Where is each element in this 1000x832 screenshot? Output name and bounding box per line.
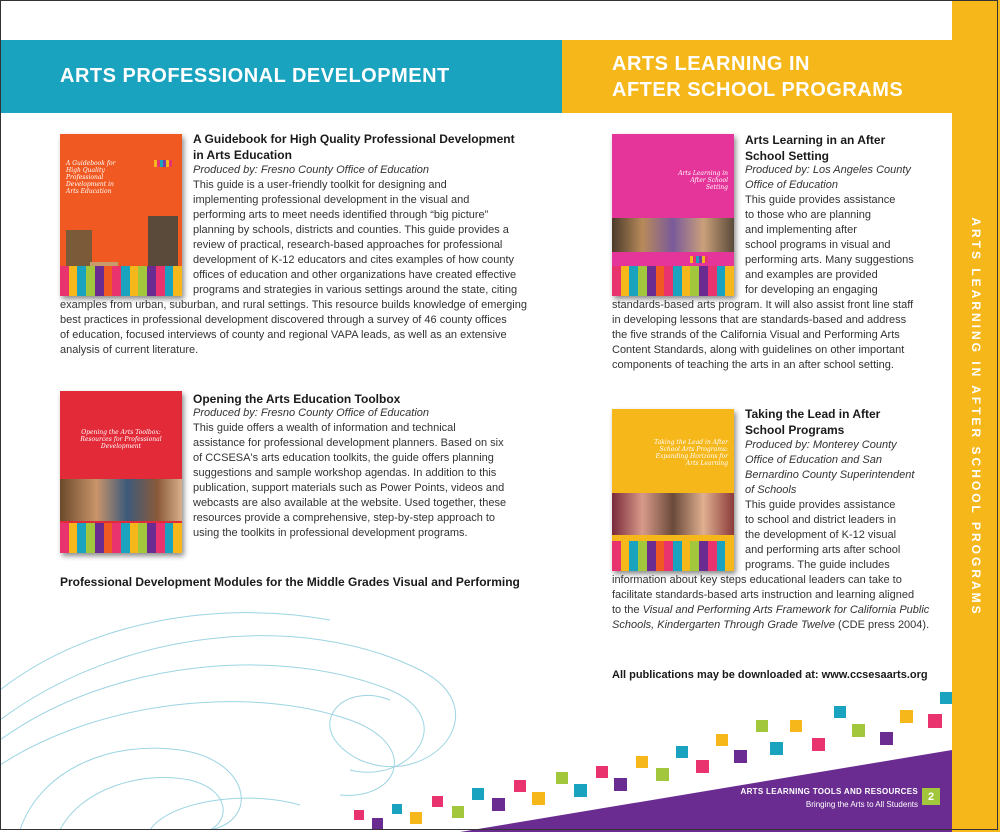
cover-stripes bbox=[60, 266, 182, 296]
section-title-after-school: ARTS LEARNING IN AFTER SCHOOL PROGRAMS bbox=[612, 53, 904, 101]
guide-text-line: analysis of current literature. bbox=[60, 344, 199, 356]
guide-text-line: Schools, Kindergarten Through Grade Twelve (CDE press 2004). bbox=[612, 619, 930, 631]
pd-modules-heading: Professional Development Modules for the Middle Grades Visual and Performing bbox=[60, 575, 520, 589]
guide-text-line: resources provide a comprehensive, step-by-step approach to bbox=[193, 512, 496, 524]
cover-title: Opening the Arts Toolbox: Resources for Professional Development bbox=[80, 429, 162, 450]
guide-text-line: examples from urban, suburban, and rural settings. This resource builds knowledge of emerging bbox=[60, 299, 527, 311]
guide-text-line: This guide provides assistance bbox=[745, 499, 896, 511]
guide-text-line: components of teaching the arts in an after school setting. bbox=[612, 359, 894, 371]
cover-photo bbox=[612, 493, 734, 535]
guide-text-line: review of practical, research-based approaches for professional bbox=[193, 239, 503, 251]
guide-producer: Produced by: Fresno County Office of Education bbox=[193, 164, 430, 176]
guide-text-line: This guide offers a wealth of information and technical bbox=[193, 422, 456, 434]
cover-title: Taking the Lead in After School Arts Programs: Expanding Horizons for Arts Learning bbox=[654, 439, 728, 467]
ccsesa-logo-icon bbox=[154, 160, 172, 167]
guide-text-line: offices of education and other organizations have created effective bbox=[193, 269, 517, 281]
cover-photo bbox=[148, 216, 178, 266]
guide-text-line: Content Standards, along with guidelines on other important bbox=[612, 344, 905, 356]
cover-stripes bbox=[612, 266, 734, 296]
cover-photo bbox=[60, 479, 182, 521]
guide-text-line: using the toolkits in professional development programs. bbox=[193, 527, 468, 539]
guide-title: Taking the Lead in After School Programs bbox=[745, 407, 881, 437]
guide-text-line: the five strands of the California Visual and Performing Arts bbox=[612, 329, 900, 341]
guide-text-line: facilitate standards-based arts instruction and learning aligned bbox=[612, 589, 915, 601]
guide-text-line: planning by schools, districts and counties. This guide provides a bbox=[193, 224, 509, 236]
guide-text-line: to those who are planning bbox=[745, 209, 871, 221]
guide-producer: Produced by: Monterey County Office of Education and San Bernardino County Superintendent of Schools bbox=[745, 439, 915, 496]
guide-text-line: standards-based arts program. It will also assist front line staff bbox=[612, 299, 914, 311]
guide-title: Arts Learning in an After School Setting bbox=[745, 133, 886, 163]
guide-text-line: programs. The guide includes bbox=[745, 559, 890, 571]
guide-text-line: This guide provides assistance bbox=[745, 194, 896, 206]
guide-text-line: to school and district leaders in bbox=[745, 514, 897, 526]
guide-text-line: and performing arts after school bbox=[745, 544, 901, 556]
ccsesa-logo-icon bbox=[690, 256, 708, 263]
guide-text-line: development of K-12 educators and cites examples of how county bbox=[193, 254, 515, 266]
guide-title: A Guidebook for High Quality Professional Development in Arts Education bbox=[193, 132, 515, 162]
cover-title: Arts Learning in After School Setting bbox=[678, 170, 728, 191]
footer-tagline: Bringing the Arts to All Students bbox=[805, 800, 918, 809]
guide-text-line: of CCSESA's arts education toolkits, the guide offers planning bbox=[193, 452, 494, 464]
page-number: 2 bbox=[922, 788, 940, 805]
cover-stripes bbox=[60, 523, 182, 553]
footer-series-title: ARTS LEARNING TOOLS AND RESOURCES bbox=[740, 787, 918, 796]
guide-text-line: to the Visual and Performing Arts Framework for California Public bbox=[612, 604, 930, 616]
cover-photo bbox=[612, 218, 734, 252]
guide-text-line: publication, support materials such as Power Points, videos and bbox=[193, 482, 505, 494]
guide-text-line: performing arts. Many suggestions bbox=[745, 254, 914, 266]
side-tab-label: ARTS LEARNING IN AFTER SCHOOL PROGRAMS bbox=[969, 217, 983, 617]
guide-text-line: and examples are provided bbox=[745, 269, 878, 281]
cover-stripes bbox=[612, 541, 734, 571]
guide-text-line: suggestions and sample workshop agendas. In addition to this bbox=[193, 467, 497, 479]
guide-text-line: school programs in visual and bbox=[745, 239, 891, 251]
guide-text-line: in developing lessons that are standards-based and address bbox=[612, 314, 907, 326]
section-title-professional-development: ARTS PROFESSIONAL DEVELOPMENT bbox=[60, 65, 450, 87]
guide-text-line: implementing professional development in the visual and bbox=[193, 194, 470, 206]
cover-title: A Guidebook for High Quality Professional Development in Arts Education bbox=[66, 160, 116, 195]
guide-cover-taking-the-lead[interactable] bbox=[612, 409, 734, 571]
guide-text-line: webcasts are also available at the website. Used together, these bbox=[193, 497, 507, 509]
guide-text-line: for developing an engaging bbox=[745, 284, 878, 296]
guide-title: Opening the Arts Education Toolbox bbox=[193, 392, 401, 406]
guide-cover-toolbox[interactable] bbox=[60, 391, 182, 553]
guide-text-line: performing arts to meet needs identified through “big picture” bbox=[193, 209, 489, 221]
guide-text-line: assistance for professional development planners. Based on six bbox=[193, 437, 504, 449]
guide-producer: Produced by: Fresno County Office of Education bbox=[193, 407, 430, 419]
guide-text-line: of education, focused interviews of county and regional VAPA leads, as well as an extensive bbox=[60, 329, 507, 341]
guide-text-line: information about key steps educational leaders can take to bbox=[612, 574, 902, 586]
download-note: All publications may be downloaded at: www.ccsesaarts.org bbox=[612, 669, 928, 681]
footer-art bbox=[0, 680, 952, 832]
guide-text-line: programs and strategies in various settings around the state, citing bbox=[193, 284, 518, 296]
guide-text-line: and implementing after bbox=[745, 224, 857, 236]
cover-photo bbox=[66, 230, 92, 266]
guide-producer: Produced by: Los Angeles County Office of Education bbox=[745, 164, 911, 191]
guide-text-line: This guide is a user-friendly toolkit for designing and bbox=[193, 179, 447, 191]
guide-text-line: best practices in professional development discovered through a survey of 46 county offices bbox=[60, 314, 507, 326]
guide-text-line: the development of K-12 visual bbox=[745, 529, 897, 541]
guide-cover-after-school-setting[interactable] bbox=[612, 134, 734, 296]
guide-cover-guidebook[interactable] bbox=[60, 134, 182, 296]
